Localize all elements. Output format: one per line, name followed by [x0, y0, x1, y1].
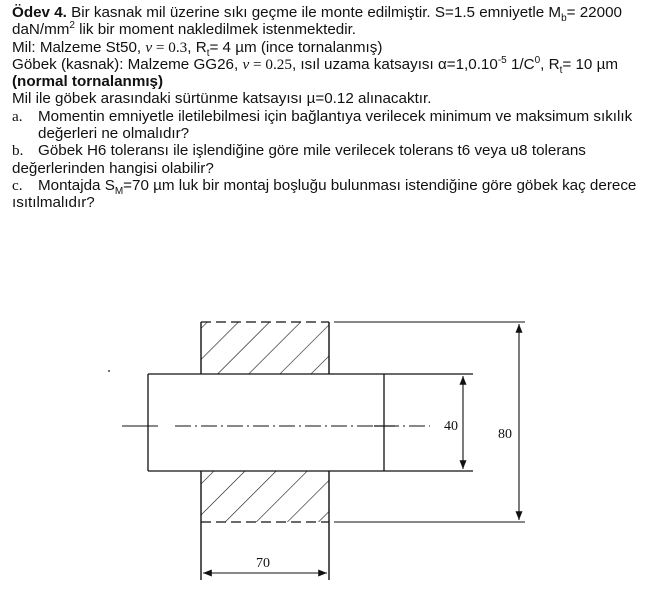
problem-title: Ödev 4. [12, 4, 67, 21]
dimension-label-80: 80 [498, 427, 512, 442]
dimension-label-40: 40 [444, 419, 458, 434]
stray-dot [108, 370, 110, 372]
question-a: a. Momentin emniyetle iletilebilmesi için bağlantıya verilecek minimum ve maksimum sıkılık değerleri ne olmalıdır? [12, 107, 633, 143]
hub-spec: Göbek (kasnak): Malzeme GG26, ν = 0.25, ısıl uzama katsayısı $\alpha=1,0.10^{-5}$ $1/C^0$, $R_t= 10$ µm (normal tornalanmış) [12, 54, 618, 91]
hub-section-top [201, 322, 329, 374]
dimension-label-70: 70 [256, 556, 270, 571]
question-c: c. Montajda $S_M=70$ µm luk bir montaj boşluğu bulunması istendiğine göre göbek kaç derece ısıtılmalıdır? [12, 176, 637, 212]
question-b: b. Göbek H6 toleransı ile işlendiğine göre mile verilecek tolerans t6 veya u8 tolerans değerlerinden hangisi olabilir? [12, 142, 586, 177]
friction-spec: Mil ile göbek arasındaki sürtünme katsayısı µ=0.12 alınacaktır. [12, 90, 432, 108]
problem-statement: Ödev 4. Bir kasnak mil üzerine sıkı geçme ile monte edilmiştir. S=1.5 emniyetle $M_b= 22000$ daN/$mm^2$ lik bir moment nakledilmek istenmektedir. [12, 4, 622, 39]
hub-section-bottom [201, 471, 329, 522]
shaft-spec: Mil: Malzeme St50, ν = 0.3, $R_t= 4$ µm (ince tornalanmış) [12, 38, 383, 59]
